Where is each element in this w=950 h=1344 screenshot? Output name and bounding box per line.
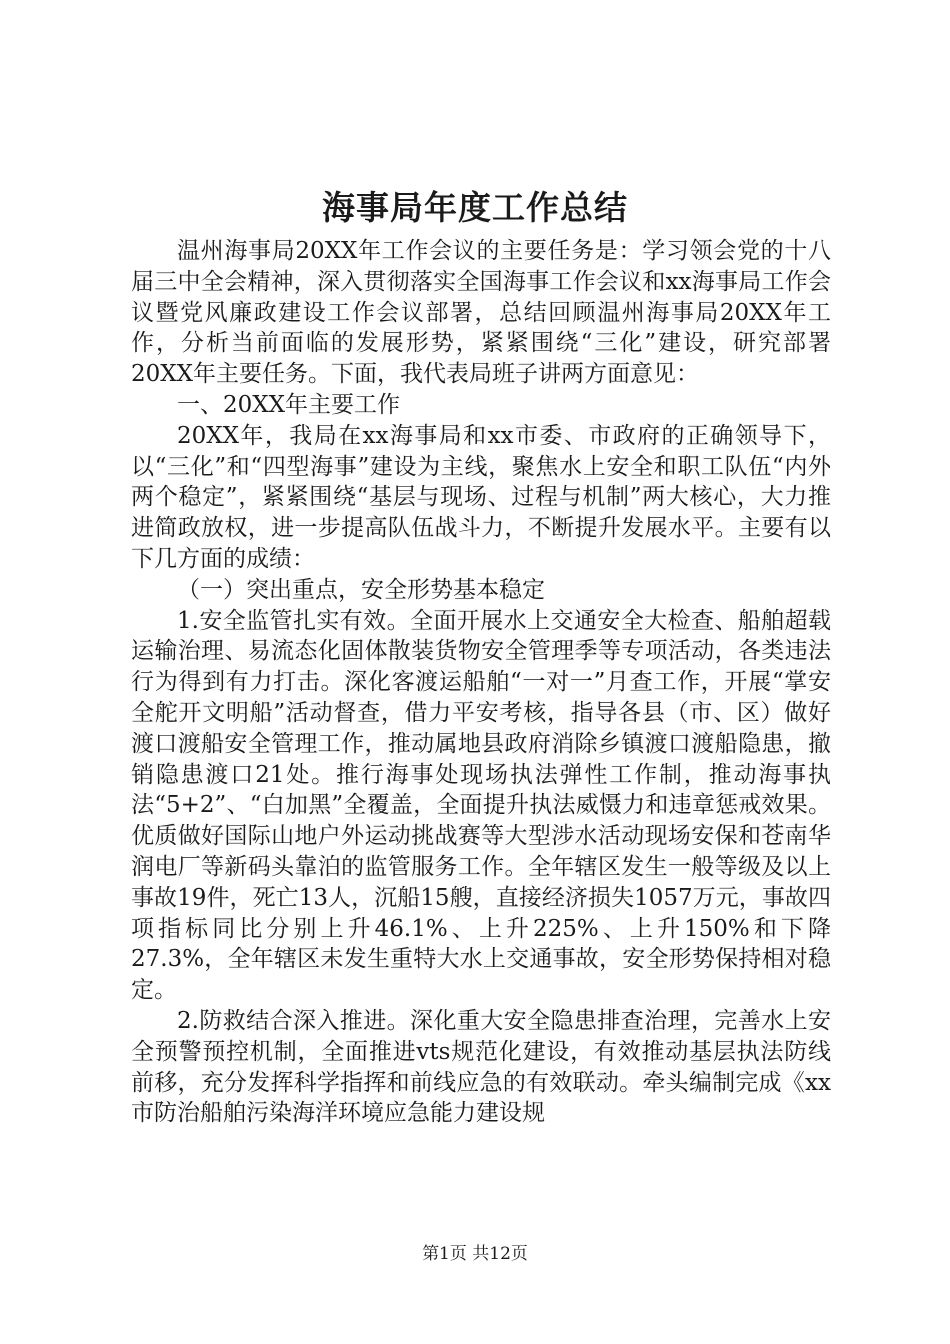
section-heading-main-work: 一、20XX年主要工作 [177, 391, 401, 418]
paragraph-intro: 温州海事局20XX年工作会议的主要任务是：学习领会党的十八届三中全会精神，深入贯彻落实全国海事工作会议和xx海事局工作会议暨党风廉政建设工作会议部署，总结回顾温州海事局20XX年工作，分析当前面临的发展形势，紧紧围绕“三化”建设，研究部署20XX年主要任务。下面，我代表局班子讲两方面意见： [131, 238, 831, 388]
subsection-heading-safety: （一）突出重点，安全形势基本稳定 [177, 576, 545, 603]
paragraph-safety-supervision: 1.安全监管扎实有效。全面开展水上交通安全大检查、船舶超载运输治理、易流态化固体散装货物安全管理季等专项活动，各类违法行为得到有力打击。深化客渡运船舶“一对一”月查工作，开展“掌安全舵开文明船”活动督查，借力平安考核，指导各县（市、区）做好渡口渡船安全管理工作，推动属地县政府消除乡镇渡口渡船隐患，撤销隐患渡口21处。推行海事处现场执法弹性工作制，推动海事执法“5+2”、“白加黑”全覆盖，全面提升执法威慑力和违章惩戒效果。优质做好国际山地户外运动挑战赛等大型涉水活动现场安保和苍南华润电厂等新码头靠泊的监管服务工作。全年辖区发生一般等级及以上事故19件，死亡13人，沉船15艘，直接经济损失1057万元，事故四项指标同比分别上升46.1%、上升225%、上升150%和下降27.3%，全年辖区未发生重特大水上交通事故，安全形势保持相对稳定。 [131, 607, 831, 1004]
page-footer: 第1页 共12页 [422, 1244, 528, 1264]
paragraph-prevention-rescue: 2.防救结合深入推进。深化重大安全隐患排查治理，完善水上安全预警预控机制，全面推进vts规范化建设，有效推动基层执法防线前移，充分发挥科学指挥和前线应急的有效联动。牵头编制完成《xx市防治船舶污染海洋环境应急能力建设规 [131, 1007, 831, 1127]
paragraph-overview: 20XX年，我局在xx海事局和xx市委、市政府的正确领导下，以“三化”和“四型海事”建设为主线，聚焦水上安全和职工队伍“内外两个稳定”，紧紧围绕“基层与现场、过程与机制”两大核心，大力推进简政放权，进一步提高队伍战斗力，不断提升发展水平。主要有以下几方面的成绩： [131, 422, 831, 572]
document-body [131, 236, 831, 1129]
document-title: 海事局年度工作总结 [322, 188, 628, 227]
